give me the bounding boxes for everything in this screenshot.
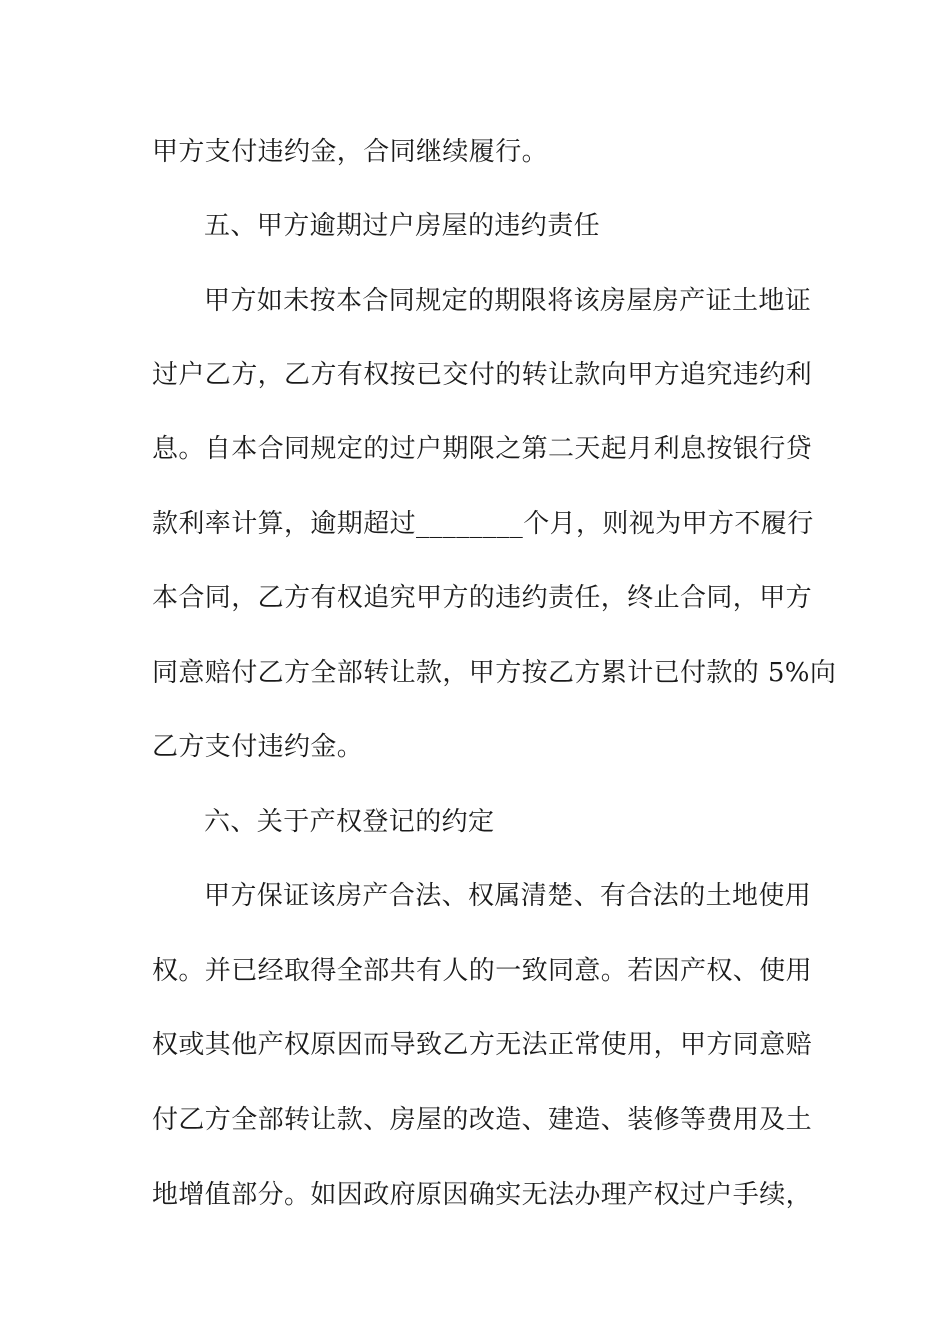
text-line: 权。并已经取得全部共有人的一致同意。若因产权、使用	[152, 956, 813, 986]
text-line: 地增值部分。如因政府原因确实无法办理产权过户手续，	[152, 1180, 813, 1210]
text-line: 甲方如未按本合同规定的期限将该房屋房产证土地证	[204, 286, 812, 316]
text-line: 乙方支付违约金。	[152, 732, 364, 762]
text-line: 付乙方全部转让款、房屋的改造、建造、装修等费用及土	[152, 1105, 813, 1135]
section-heading: 五、甲方逾期过户房屋的违约责任	[204, 211, 601, 241]
text-line: 甲方支付违约金，合同继续履行。	[152, 137, 549, 167]
text-line: 同意赔付乙方全部转让款，甲方按乙方累计已付款的 5%向	[152, 658, 837, 688]
section-heading: 六、关于产权登记的约定	[204, 807, 495, 837]
text-line: 款利率计算，逾期超过________个月，则视为甲方不履行	[152, 509, 814, 539]
text-line: 本合同，乙方有权追究甲方的违约责任，终止合同，甲方	[152, 583, 813, 613]
text-line: 过户乙方，乙方有权按已交付的转让款向甲方追究违约利	[152, 360, 813, 390]
text-line: 权或其他产权原因而导致乙方无法正常使用，甲方同意赔	[152, 1030, 813, 1060]
text-line: 息。自本合同规定的过户期限之第二天起月利息按银行贷	[152, 434, 813, 464]
text-line: 甲方保证该房产合法、权属清楚、有合法的土地使用	[204, 881, 812, 911]
